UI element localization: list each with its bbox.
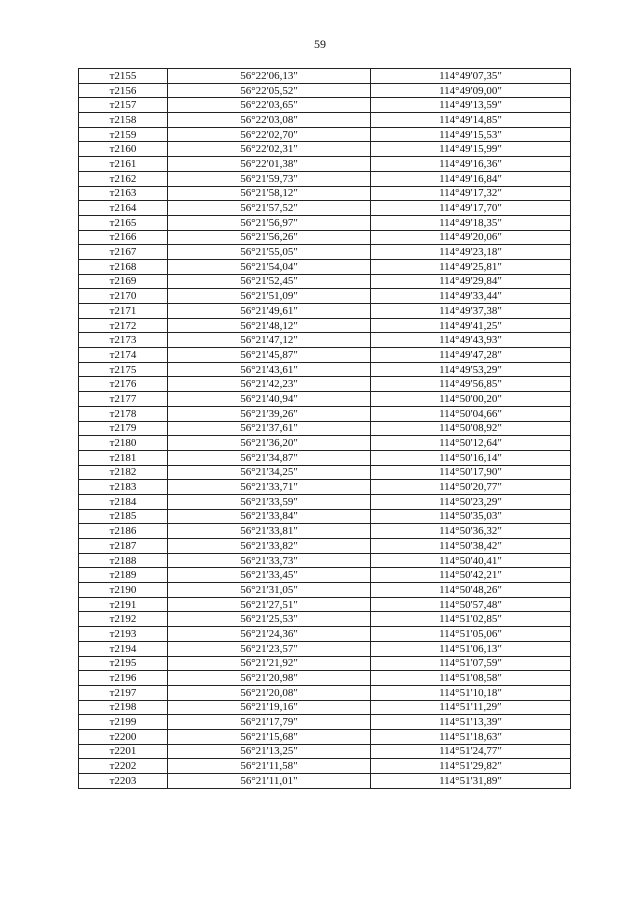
point-id-cell: т2183 xyxy=(79,480,168,495)
table-row xyxy=(79,392,571,407)
latitude-cell: 56°21'33,73" xyxy=(168,553,371,568)
page-number: 59 xyxy=(314,37,326,51)
table-row xyxy=(79,700,571,715)
point-id-cell: т2173 xyxy=(79,333,168,348)
latitude-cell: 56°22'05,52" xyxy=(168,83,371,98)
latitude-cell: 56°21'54,04" xyxy=(168,259,371,274)
latitude-cell: 56°21'24,36" xyxy=(168,627,371,642)
point-id-cell: т2192 xyxy=(79,612,168,627)
table-row xyxy=(79,171,571,186)
latitude-cell: 56°21'51,09" xyxy=(168,289,371,304)
table-row xyxy=(79,656,571,671)
longitude-cell: 114°50'35,03″ xyxy=(371,509,571,524)
longitude-cell: 114°49'23,18″ xyxy=(371,245,571,260)
latitude-cell: 56°21'56,97" xyxy=(168,215,371,230)
latitude-cell: 56°21'20,08" xyxy=(168,685,371,700)
latitude-cell: 56°21'11,58" xyxy=(168,759,371,774)
longitude-cell: 114°49'20,06″ xyxy=(371,230,571,245)
latitude-cell: 56°21'52,45" xyxy=(168,274,371,289)
table-row xyxy=(79,186,571,201)
table-row xyxy=(79,377,571,392)
point-id-cell: т2182 xyxy=(79,465,168,480)
table-row xyxy=(79,157,571,172)
longitude-cell: 114°51'07,59″ xyxy=(371,656,571,671)
latitude-cell: 56°21'36,20" xyxy=(168,436,371,451)
point-id-cell: т2197 xyxy=(79,685,168,700)
longitude-cell: 114°51'18,63″ xyxy=(371,729,571,744)
point-id-cell: т2168 xyxy=(79,259,168,274)
point-id-cell: т2198 xyxy=(79,700,168,715)
latitude-cell: 56°21'40,94" xyxy=(168,392,371,407)
table-row xyxy=(79,553,571,568)
longitude-cell: 114°49'56,85″ xyxy=(371,377,571,392)
table-row xyxy=(79,465,571,480)
latitude-cell: 56°21'17,79" xyxy=(168,715,371,730)
latitude-cell: 56°21'33,45" xyxy=(168,568,371,583)
table-row xyxy=(79,215,571,230)
latitude-cell: 56°21'56,26" xyxy=(168,230,371,245)
table-row xyxy=(79,245,571,260)
point-id-cell: т2184 xyxy=(79,494,168,509)
latitude-cell: 56°21'37,61" xyxy=(168,421,371,436)
latitude-cell: 56°21'11,01" xyxy=(168,774,371,789)
latitude-cell: 56°22'02,70" xyxy=(168,127,371,142)
longitude-cell: 114°51'02,85″ xyxy=(371,612,571,627)
point-id-cell: т2166 xyxy=(79,230,168,245)
table-row xyxy=(79,450,571,465)
latitude-cell: 56°21'55,05" xyxy=(168,245,371,260)
table-row xyxy=(79,142,571,157)
latitude-cell: 56°21'33,84" xyxy=(168,509,371,524)
latitude-cell: 56°21'33,82" xyxy=(168,539,371,554)
point-id-cell: т2169 xyxy=(79,274,168,289)
table-row xyxy=(79,480,571,495)
point-id-cell: т2193 xyxy=(79,627,168,642)
table-row xyxy=(79,715,571,730)
longitude-cell: 114°49'29,84″ xyxy=(371,274,571,289)
latitude-cell: 56°21'33,59" xyxy=(168,494,371,509)
table-row xyxy=(79,274,571,289)
point-id-cell: т2195 xyxy=(79,656,168,671)
table-row xyxy=(79,612,571,627)
latitude-cell: 56°21'49,61" xyxy=(168,304,371,319)
longitude-cell: 114°50'38,42″ xyxy=(371,539,571,554)
point-id-cell: т2190 xyxy=(79,583,168,598)
latitude-cell: 56°21'59,73" xyxy=(168,171,371,186)
latitude-cell: 56°21'13,25" xyxy=(168,744,371,759)
point-id-cell: т2186 xyxy=(79,524,168,539)
longitude-cell: 114°51'24,77″ xyxy=(371,744,571,759)
longitude-cell: 114°50'40,41″ xyxy=(371,553,571,568)
point-id-cell: т2171 xyxy=(79,304,168,319)
longitude-cell: 114°50'20,77″ xyxy=(371,480,571,495)
point-id-cell: т2194 xyxy=(79,641,168,656)
longitude-cell: 114°49'41,25″ xyxy=(371,318,571,333)
longitude-cell: 114°49'47,28″ xyxy=(371,348,571,363)
longitude-cell: 114°49'53,29″ xyxy=(371,362,571,377)
table-row xyxy=(79,494,571,509)
coordinates-table-body xyxy=(79,69,571,789)
latitude-cell: 56°21'45,87" xyxy=(168,348,371,363)
point-id-cell: т2179 xyxy=(79,421,168,436)
longitude-cell: 114°50'36,32″ xyxy=(371,524,571,539)
longitude-cell: 114°50'48,26″ xyxy=(371,583,571,598)
point-id-cell: т2178 xyxy=(79,406,168,421)
longitude-cell: 114°49'17,32″ xyxy=(371,186,571,201)
latitude-cell: 56°21'42,23" xyxy=(168,377,371,392)
point-id-cell: т2187 xyxy=(79,539,168,554)
point-id-cell: т2188 xyxy=(79,553,168,568)
point-id-cell: т2199 xyxy=(79,715,168,730)
longitude-cell: 114°50'17,90″ xyxy=(371,465,571,480)
longitude-cell: 114°49'17,70″ xyxy=(371,201,571,216)
table-row xyxy=(79,568,571,583)
table-row xyxy=(79,201,571,216)
table-row xyxy=(79,597,571,612)
longitude-cell: 114°51'29,82″ xyxy=(371,759,571,774)
latitude-cell: 56°21'34,87" xyxy=(168,450,371,465)
latitude-cell: 56°21'34,25" xyxy=(168,465,371,480)
table-row xyxy=(79,127,571,142)
table-row xyxy=(79,671,571,686)
longitude-cell: 114°51'13,39″ xyxy=(371,715,571,730)
longitude-cell: 114°51'05,06″ xyxy=(371,627,571,642)
latitude-cell: 56°21'21,92" xyxy=(168,656,371,671)
point-id-cell: т2172 xyxy=(79,318,168,333)
point-id-cell: т2157 xyxy=(79,98,168,113)
point-id-cell: т2162 xyxy=(79,171,168,186)
table-row xyxy=(79,69,571,84)
table-row xyxy=(79,627,571,642)
table-row xyxy=(79,348,571,363)
table-row xyxy=(79,641,571,656)
point-id-cell: т2181 xyxy=(79,450,168,465)
latitude-cell: 56°22'02,31" xyxy=(168,142,371,157)
longitude-cell: 114°50'23,29″ xyxy=(371,494,571,509)
point-id-cell: т2191 xyxy=(79,597,168,612)
longitude-cell: 114°50'42,21″ xyxy=(371,568,571,583)
point-id-cell: т2201 xyxy=(79,744,168,759)
latitude-cell: 56°21'25,53" xyxy=(168,612,371,627)
table-row xyxy=(79,113,571,128)
point-id-cell: т2164 xyxy=(79,201,168,216)
latitude-cell: 56°21'43,61" xyxy=(168,362,371,377)
table-row xyxy=(79,729,571,744)
point-id-cell: т2158 xyxy=(79,113,168,128)
table-row xyxy=(79,406,571,421)
latitude-cell: 56°21'57,52" xyxy=(168,201,371,216)
latitude-cell: 56°21'15,68" xyxy=(168,729,371,744)
longitude-cell: 114°49'16,36″ xyxy=(371,157,571,172)
table-row xyxy=(79,230,571,245)
longitude-cell: 114°50'12,64″ xyxy=(371,436,571,451)
point-id-cell: т2196 xyxy=(79,671,168,686)
coordinates-table xyxy=(78,68,571,789)
point-id-cell: т2165 xyxy=(79,215,168,230)
latitude-cell: 56°21'20,98" xyxy=(168,671,371,686)
longitude-cell: 114°51'31,89″ xyxy=(371,774,571,789)
point-id-cell: т2177 xyxy=(79,392,168,407)
longitude-cell: 114°49'13,59″ xyxy=(371,98,571,113)
point-id-cell: т2159 xyxy=(79,127,168,142)
longitude-cell: 114°49'09,00″ xyxy=(371,83,571,98)
table-row xyxy=(79,524,571,539)
latitude-cell: 56°21'33,71" xyxy=(168,480,371,495)
table-row xyxy=(79,583,571,598)
point-id-cell: т2174 xyxy=(79,348,168,363)
longitude-cell: 114°49'15,99″ xyxy=(371,142,571,157)
latitude-cell: 56°22'03,65" xyxy=(168,98,371,113)
latitude-cell: 56°21'39,26" xyxy=(168,406,371,421)
table-row xyxy=(79,304,571,319)
latitude-cell: 56°21'58,12" xyxy=(168,186,371,201)
point-id-cell: т2156 xyxy=(79,83,168,98)
table-row xyxy=(79,744,571,759)
longitude-cell: 114°49'25,81″ xyxy=(371,259,571,274)
longitude-cell: 114°50'16,14″ xyxy=(371,450,571,465)
latitude-cell: 56°21'27,51" xyxy=(168,597,371,612)
longitude-cell: 114°49'18,35″ xyxy=(371,215,571,230)
latitude-cell: 56°21'33,81" xyxy=(168,524,371,539)
table-row xyxy=(79,421,571,436)
table-row xyxy=(79,436,571,451)
point-id-cell: т2176 xyxy=(79,377,168,392)
latitude-cell: 56°21'31,05" xyxy=(168,583,371,598)
latitude-cell: 56°21'19,16" xyxy=(168,700,371,715)
table-row xyxy=(79,509,571,524)
longitude-cell: 114°50'04,66″ xyxy=(371,406,571,421)
longitude-cell: 114°49'07,35″ xyxy=(371,69,571,84)
point-id-cell: т2167 xyxy=(79,245,168,260)
table-row xyxy=(79,289,571,304)
table-row xyxy=(79,539,571,554)
table-row xyxy=(79,83,571,98)
longitude-cell: 114°49'37,38″ xyxy=(371,304,571,319)
longitude-cell: 114°49'43,93″ xyxy=(371,333,571,348)
table-row xyxy=(79,318,571,333)
longitude-cell: 114°51'10,18″ xyxy=(371,685,571,700)
table-row xyxy=(79,362,571,377)
longitude-cell: 114°51'08,58″ xyxy=(371,671,571,686)
latitude-cell: 56°21'23,57" xyxy=(168,641,371,656)
point-id-cell: т2175 xyxy=(79,362,168,377)
latitude-cell: 56°22'06,13" xyxy=(168,69,371,84)
point-id-cell: т2189 xyxy=(79,568,168,583)
table-row xyxy=(79,759,571,774)
point-id-cell: т2170 xyxy=(79,289,168,304)
point-id-cell: т2160 xyxy=(79,142,168,157)
point-id-cell: т2200 xyxy=(79,729,168,744)
point-id-cell: т2185 xyxy=(79,509,168,524)
table-row xyxy=(79,333,571,348)
longitude-cell: 114°50'57,48″ xyxy=(371,597,571,612)
longitude-cell: 114°51'06,13″ xyxy=(371,641,571,656)
point-id-cell: т2180 xyxy=(79,436,168,451)
latitude-cell: 56°22'01,38" xyxy=(168,157,371,172)
longitude-cell: 114°50'00,20″ xyxy=(371,392,571,407)
table-row xyxy=(79,774,571,789)
longitude-cell: 114°49'16,84″ xyxy=(371,171,571,186)
latitude-cell: 56°21'48,12" xyxy=(168,318,371,333)
table-row xyxy=(79,259,571,274)
longitude-cell: 114°49'33,44″ xyxy=(371,289,571,304)
longitude-cell: 114°49'15,53″ xyxy=(371,127,571,142)
point-id-cell: т2163 xyxy=(79,186,168,201)
point-id-cell: т2202 xyxy=(79,759,168,774)
longitude-cell: 114°49'14,85″ xyxy=(371,113,571,128)
point-id-cell: т2203 xyxy=(79,774,168,789)
latitude-cell: 56°21'47,12" xyxy=(168,333,371,348)
table-row xyxy=(79,98,571,113)
longitude-cell: 114°51'11,29″ xyxy=(371,700,571,715)
longitude-cell: 114°50'08,92″ xyxy=(371,421,571,436)
table-row xyxy=(79,685,571,700)
point-id-cell: т2155 xyxy=(79,69,168,84)
point-id-cell: т2161 xyxy=(79,157,168,172)
latitude-cell: 56°22'03,08" xyxy=(168,113,371,128)
